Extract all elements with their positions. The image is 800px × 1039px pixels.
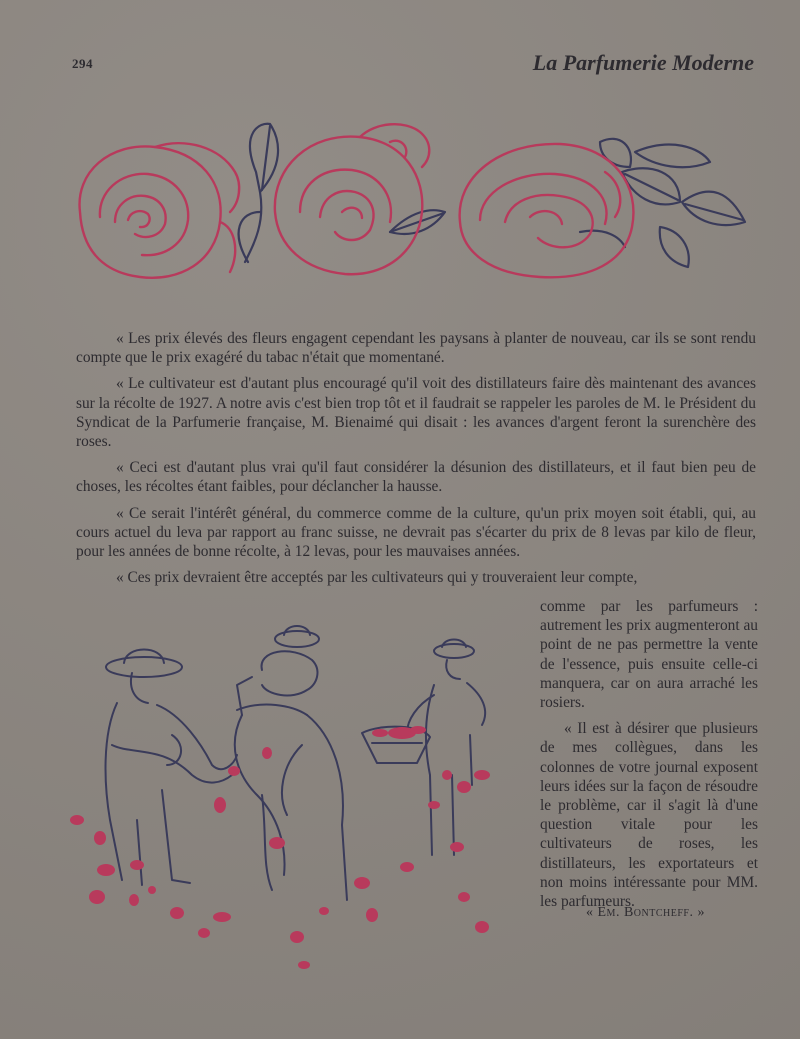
rose-garland-icon	[60, 112, 760, 290]
paragraph-perfumers: comme par les parfumeurs : autrement les prix augmenteront au point de ne pas permettre la vente de l'essence, puis ensuite celle-ci manquera, car on aura arraché les rosiers.	[540, 598, 758, 712]
article-body	[76, 329, 758, 911]
narrow-column	[540, 597, 758, 918]
paragraph-cultivator: « Le cultivateur est d'autant plus encouragé qu'il voit des distillateurs faire dès maintenant des avances sur la récolte de 1927. A notre avis c'est bien trop tôt et il faudrait se rappeler les paroles de M. le Président du Syndicat de la Parfumerie française, M. Bienaimé qui disait : les avances d'argent feront la surenchère des roses.	[76, 375, 756, 451]
page-number: 294	[72, 56, 93, 71]
paragraph-average-price: « Ce serait l'intérêt général, du commerce comme de la culture, qu'un prix moyen soit établi, qui, au cours actuel du leva par rapport au franc suisse, ne devrait pas s'écarter du prix de 8 levas par kilo de fleur, pour les années de bonne récolte, à 12 levas, pour les mauvaises années.	[76, 504, 756, 561]
running-title: La Parfumerie Moderne	[532, 50, 754, 75]
rose-pickers-sketch-icon	[62, 615, 522, 970]
paragraph-colleagues: « Il est à désirer que plusieurs de mes collègues, dans les colonnes de votre journal exposent leurs idées sur la façon de résoudre le problème, car il s'agit là d'une question vitale pour les cultivateurs de roses, les distillateurs, les exportateurs et non moins intéressante pour MM. les parfumeurs.	[540, 720, 758, 911]
signature: « Em. Bontcheff. »	[586, 905, 705, 920]
paragraph-prices: « Les prix élevés des fleurs engagent cependant les paysans à planter de nouveau, car ils se sont rendu compte que le prix exagéré du tabac n'était que momentané.	[76, 330, 756, 367]
paragraph-lead-line: « Ces prix devraient être acceptés par les cultivateurs qui y trouveraient leur compte,	[116, 569, 638, 587]
full-width-paragraphs	[76, 329, 756, 587]
paragraph-disunion: « Ceci est d'autant plus vrai qu'il faut considérer la désunion des distillateurs, et il faut bien peu de choses, les récoltes étant faibles, pour déclancher la hausse.	[76, 459, 756, 496]
